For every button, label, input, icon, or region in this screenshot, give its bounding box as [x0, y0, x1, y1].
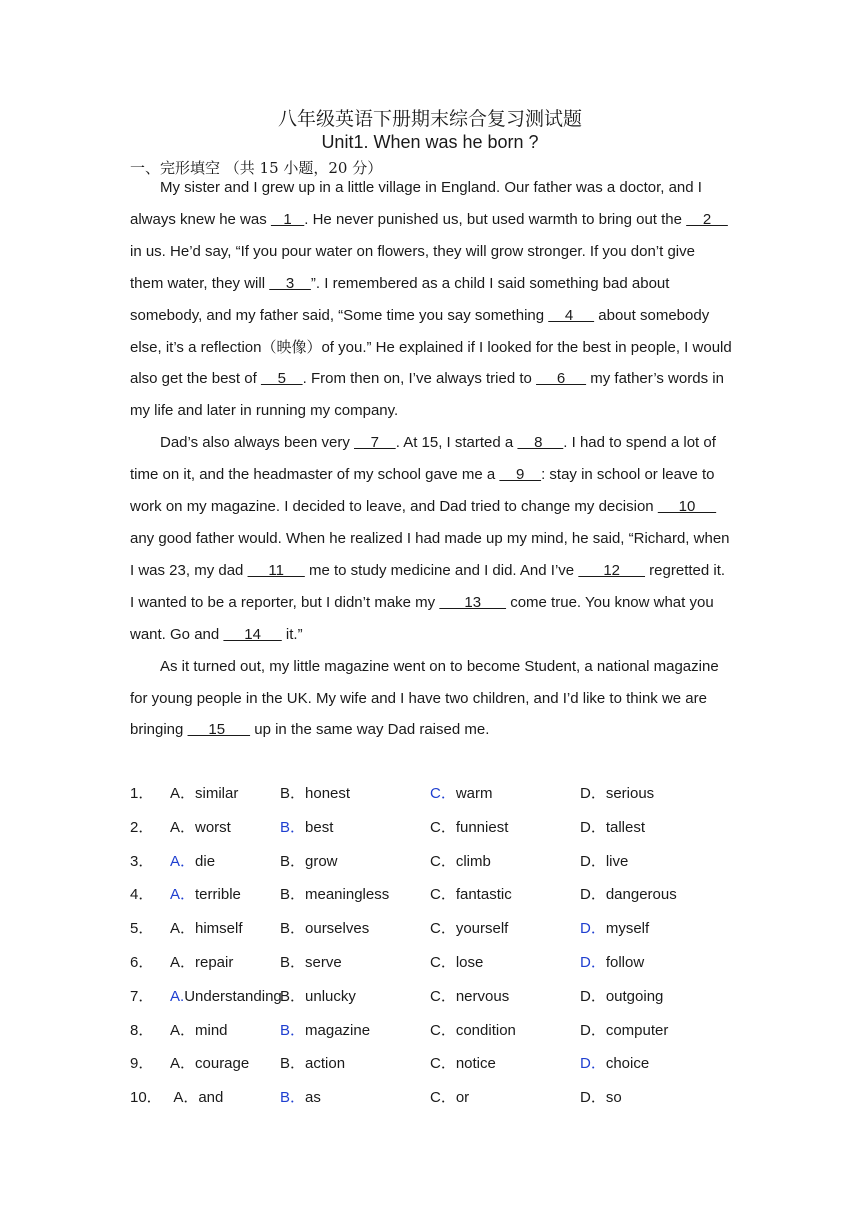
passage-text: up in the same way Dad raised me.: [250, 721, 490, 739]
question-row: [130, 1052, 730, 1086]
option-c: C．lose: [430, 953, 484, 971]
option-c: C．fantastic: [430, 886, 512, 904]
answer-letter: B．: [280, 818, 306, 836]
passage-text: . From then on, I’ve always tried to: [302, 370, 537, 388]
question-number: 3．: [130, 852, 154, 870]
option-b: B．serve: [280, 953, 342, 971]
question-row: [130, 985, 730, 1019]
option-b: B．honest: [280, 785, 351, 802]
passage-text: about somebody else, it’s a reflection（映像）of you.” He explained if I looked for the best in people, I would also get the best of: [130, 306, 732, 388]
answer-letter: A.: [170, 987, 185, 1005]
option-c: C．climb: [430, 852, 491, 870]
blank-number: 5: [260, 370, 303, 388]
passage-text: My sister and I grew up in a little village in England. Our father was a doctor, and I always knew he was: [130, 179, 702, 228]
option-d: D．so: [580, 1089, 622, 1107]
question-number: 9．: [130, 1055, 154, 1073]
question-row: [130, 1019, 730, 1053]
passage-text: come true. You know what you want. Go and: [130, 593, 714, 643]
option-a: A．himself: [170, 920, 243, 938]
option-d: D．outgoing: [580, 987, 664, 1005]
passage-text: : stay in school or leave to work on my magazine. I decided to leave, and Dad tried to change my decision: [130, 466, 715, 516]
page-title: 八年级英语下册期末综合复习测试题: [277, 108, 582, 130]
passage-text: any good father would. When he realized I had made up my mind, he said, “Richard, when I was 23, my dad: [130, 529, 730, 579]
option-b: B．unlucky: [280, 987, 356, 1005]
question-number: 8．: [130, 1021, 154, 1039]
cloze-passage: [130, 172, 732, 746]
option-c: C．condition: [430, 1021, 516, 1039]
question-number: 5．: [130, 920, 154, 938]
question-row: [130, 917, 730, 951]
option-b: B．as: [280, 1089, 321, 1107]
blank-number: 14: [223, 625, 282, 643]
option-a: A．die: [170, 852, 216, 870]
question-number: 1．: [130, 785, 154, 802]
blank-number: 2: [686, 210, 728, 228]
passage-text: ”. I remembered as a child I said something bad about somebody, and my father said, “Some time you say something: [130, 274, 670, 324]
option-d: D．live: [580, 852, 629, 870]
option-c: C．funniest: [430, 818, 509, 836]
passage-text: . At 15, I started a: [395, 434, 518, 452]
option-d: D．follow: [580, 953, 645, 971]
question-row: [130, 850, 730, 884]
option-b: B．meaningless: [280, 886, 390, 904]
option-a: A．and: [170, 1089, 224, 1107]
option-c: C．or: [430, 1089, 470, 1107]
option-b: B．action: [280, 1055, 346, 1073]
option-b: B．magazine: [280, 1021, 371, 1039]
passage-text: in us. He’d say, “If you pour water on flowers, they will grow stronger. If you don’t give them water, they will: [130, 242, 695, 292]
unit-subtitle: Unit1. When was he born ?: [321, 132, 539, 152]
passage-text: regretted it. I wanted to be a reporter, but I didn’t make my: [130, 561, 726, 611]
option-d: D．tallest: [580, 818, 646, 836]
answer-letter: A．: [170, 852, 196, 870]
option-a: A．mind: [170, 1021, 228, 1039]
blank-number: 11: [247, 561, 305, 579]
option-d: D．myself: [580, 920, 650, 938]
section-heading: 一、完形填空 （共 15 小题，20 分）: [130, 159, 383, 177]
passage-text: . I had to spend a lot of time on it, and the headmaster of my school gave me a: [130, 434, 716, 484]
option-a: A．worst: [170, 818, 231, 836]
option-a: A．terrible: [170, 886, 241, 904]
question-number: 4．: [130, 886, 154, 904]
passage-paragraph: [130, 651, 732, 747]
question-number: 7．: [130, 987, 154, 1005]
question-number: 6．: [130, 953, 154, 971]
blank-number: 7: [354, 434, 396, 452]
question-row: [130, 1086, 730, 1120]
question-number: 10．: [130, 1089, 162, 1107]
answer-letter: D．: [580, 920, 606, 938]
option-d: D．serious: [580, 785, 655, 802]
passage-text: Dad’s also always been very: [160, 434, 354, 452]
option-a: A．repair: [170, 953, 234, 971]
answer-letter: B．: [280, 1021, 306, 1039]
passage-text: . He never punished us, but used warmth to bring out the: [304, 210, 687, 228]
option-d: D．dangerous: [580, 886, 677, 904]
option-c: C．nervous: [430, 987, 510, 1005]
blank-number: 9: [499, 466, 542, 484]
blank-number: 15: [187, 721, 251, 739]
option-d: D．choice: [580, 1055, 650, 1073]
blank-number: 8: [517, 434, 564, 452]
option-c: C．warm: [430, 785, 493, 802]
option-c: C．notice: [430, 1055, 496, 1073]
passage-text: me to study medicine and I did. And I’ve: [304, 561, 579, 579]
passage-paragraph: [130, 172, 732, 427]
question-row: [130, 951, 730, 985]
blank-number: 3: [269, 274, 311, 292]
blank-number: 4: [548, 306, 595, 324]
question-row: [130, 816, 730, 850]
answer-letter: A．: [170, 886, 196, 904]
option-d: D．computer: [580, 1021, 669, 1039]
option-b: B．grow: [280, 852, 338, 870]
question-number: 2．: [130, 818, 154, 836]
blank-number: 6: [536, 370, 587, 388]
blank-number: 12: [578, 561, 646, 579]
answer-letter: D．: [580, 953, 606, 971]
answer-letter: C．: [430, 785, 456, 802]
passage-text: it.”: [281, 625, 303, 643]
option-c: C．yourself: [430, 920, 509, 938]
option-a: A．courage: [170, 1055, 250, 1073]
blank-number: 10: [657, 498, 717, 516]
blank-number: 1: [270, 210, 305, 228]
answer-letter: B．: [280, 1089, 306, 1107]
passage-text: As it turned out, my little magazine went on to become Student, a national magazine for young people in the UK. My wife and I have two children, and I’d like to think we are bringing: [130, 657, 719, 739]
passage-text: my father’s words in my life and later in running my company.: [130, 370, 724, 420]
option-b: B．best: [280, 818, 334, 836]
question-row: [130, 883, 730, 917]
option-a: A.Understanding: [170, 987, 282, 1005]
option-a: A．similar: [170, 785, 239, 802]
question-row: [130, 782, 730, 816]
option-b: B．ourselves: [280, 920, 370, 938]
question-options: [130, 782, 730, 1120]
blank-number: 13: [439, 593, 507, 611]
answer-letter: D．: [580, 1055, 606, 1073]
passage-paragraph: [130, 427, 732, 650]
